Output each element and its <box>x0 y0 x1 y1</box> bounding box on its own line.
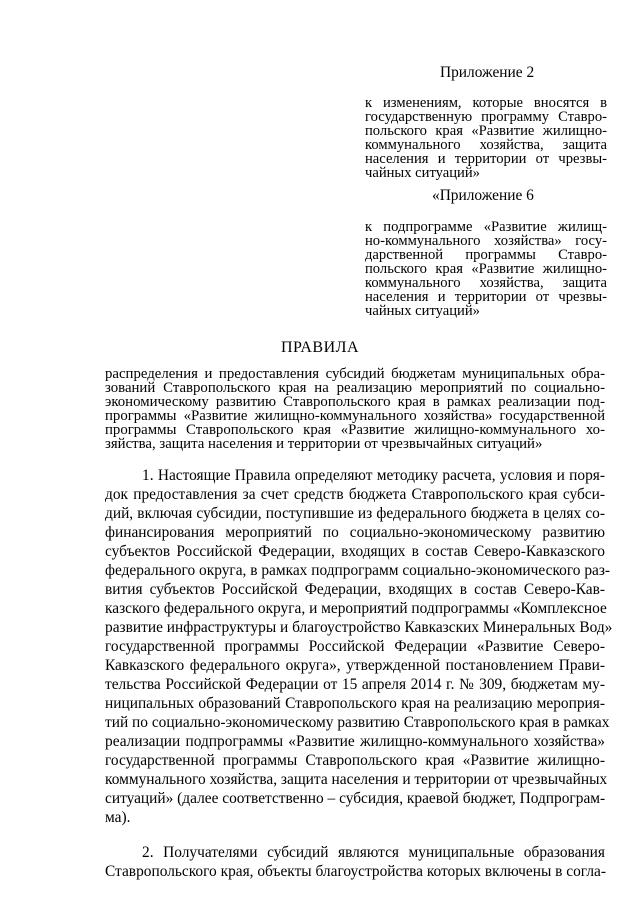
appendix6-line: но-коммунального хозяйства» госу- <box>365 233 607 249</box>
rules-subtitle-line: зяйства, защита населения и территории от чрезвычайных ситуаций» <box>105 436 543 452</box>
paragraph-line: тельства Российской Федерации от 15 апреля 2014 г. № 309, бюджетам му- <box>105 676 605 693</box>
appendix6-line: к подпрограмме «Развитие жилищ- <box>365 219 607 235</box>
paragraph-line: ниципальных образований Ставропольского края на реализацию мероприя- <box>105 695 605 712</box>
paragraph-line: финансирования мероприятий по социально-экономическому развитию <box>105 524 605 541</box>
appendix2-line: государственную программу Ставро- <box>365 109 607 125</box>
paragraph-line: вития субъектов Российской Федерации, входящих в состав Северо-Кав- <box>105 581 605 598</box>
appendix2-line: населения и территории от чрезвы- <box>365 151 607 167</box>
appendix2-title: Приложение 2 <box>440 64 535 81</box>
paragraph-line: развитие инфраструктуры и благоустройство Кавказских Минеральных Вод» <box>105 619 613 636</box>
appendix6-line: населения и территории от чрезвы- <box>365 289 607 305</box>
paragraph-line: государственной программы Российской Федерации «Развитие Северо- <box>105 638 605 655</box>
appendix2-line: польского края «Развитие жилищно- <box>365 123 607 139</box>
paragraph-line: ма). <box>105 809 131 826</box>
paragraph-line: 2. Получателями субсидий являются муниципальные образования <box>142 844 605 861</box>
paragraph-line: реализации подпрограммы «Развитие жилищно-коммунального хозяйства» <box>105 733 605 750</box>
rules-title: ПРАВИЛА <box>280 339 360 356</box>
paragraph-line: федерального округа, в рамках подпрограмм социально-экономического раз- <box>105 562 611 579</box>
paragraph-line: тий по социально-экономическому развитию Ставропольского края в рамках <box>105 714 610 731</box>
paragraph-line: ситуаций» (далее соответственно – субсидия, краевой бюджет, Подпрограм- <box>105 790 606 807</box>
paragraph-line: субъектов Российской Федерации, входящих в состав Северо-Кавказского <box>105 543 605 560</box>
appendix6-line: коммунального хозяйства, защита <box>365 275 607 291</box>
paragraph-line: коммунального хозяйства, защита населения и территории от чрезвычайных <box>105 771 608 788</box>
rules-subtitle-line: зований Ставропольского края на реализацию мероприятий по социально- <box>105 380 605 396</box>
paragraph-line: государственной программы Ставропольского края «Развитие жилищно- <box>105 752 605 769</box>
appendix2-line: коммунального хозяйства, защита <box>365 137 607 153</box>
appendix6-line: чайных ситуаций» <box>365 303 480 319</box>
rules-subtitle-line: экономическому развитию Ставропольского края в рамках реализации под- <box>105 394 605 410</box>
paragraph-line: дий, включая субсидии, поступившие из федерального бюджета в целях со- <box>105 505 605 522</box>
appendix2-line: к изменениям, которые вносятся в <box>365 95 607 111</box>
paragraph-line: Ставропольского края, объекты благоустройства которых включены в согла- <box>105 863 606 880</box>
appendix6-line: польского края «Развитие жилищно- <box>365 261 607 277</box>
paragraph-line: казского федерального округа, и мероприятий подпрограммы «Комплексное <box>105 600 607 617</box>
rules-subtitle-line: распределения и предоставления субсидий бюджетам муниципальных обра- <box>105 366 605 382</box>
appendix2-line: чайных ситуаций» <box>365 165 480 181</box>
paragraph-line: док предоставления за счет средств бюджета Ставропольского края субси- <box>105 486 605 503</box>
rules-subtitle-line: программы Ставропольского края «Развитие жилищно-коммунального хо- <box>105 422 605 438</box>
rules-subtitle-line: программы «Развитие жилищно-коммунального хозяйства» государственной <box>105 408 605 424</box>
paragraph-line: 1. Настоящие Правила определяют методику расчета, условия и поря- <box>142 467 605 484</box>
appendix6-line: дарственной программы Ставро- <box>365 247 607 263</box>
appendix6-title: «Приложение 6 <box>432 187 534 204</box>
paragraph-line: Кавказского федерального округа», утвержденной постановлением Прави- <box>105 657 605 674</box>
